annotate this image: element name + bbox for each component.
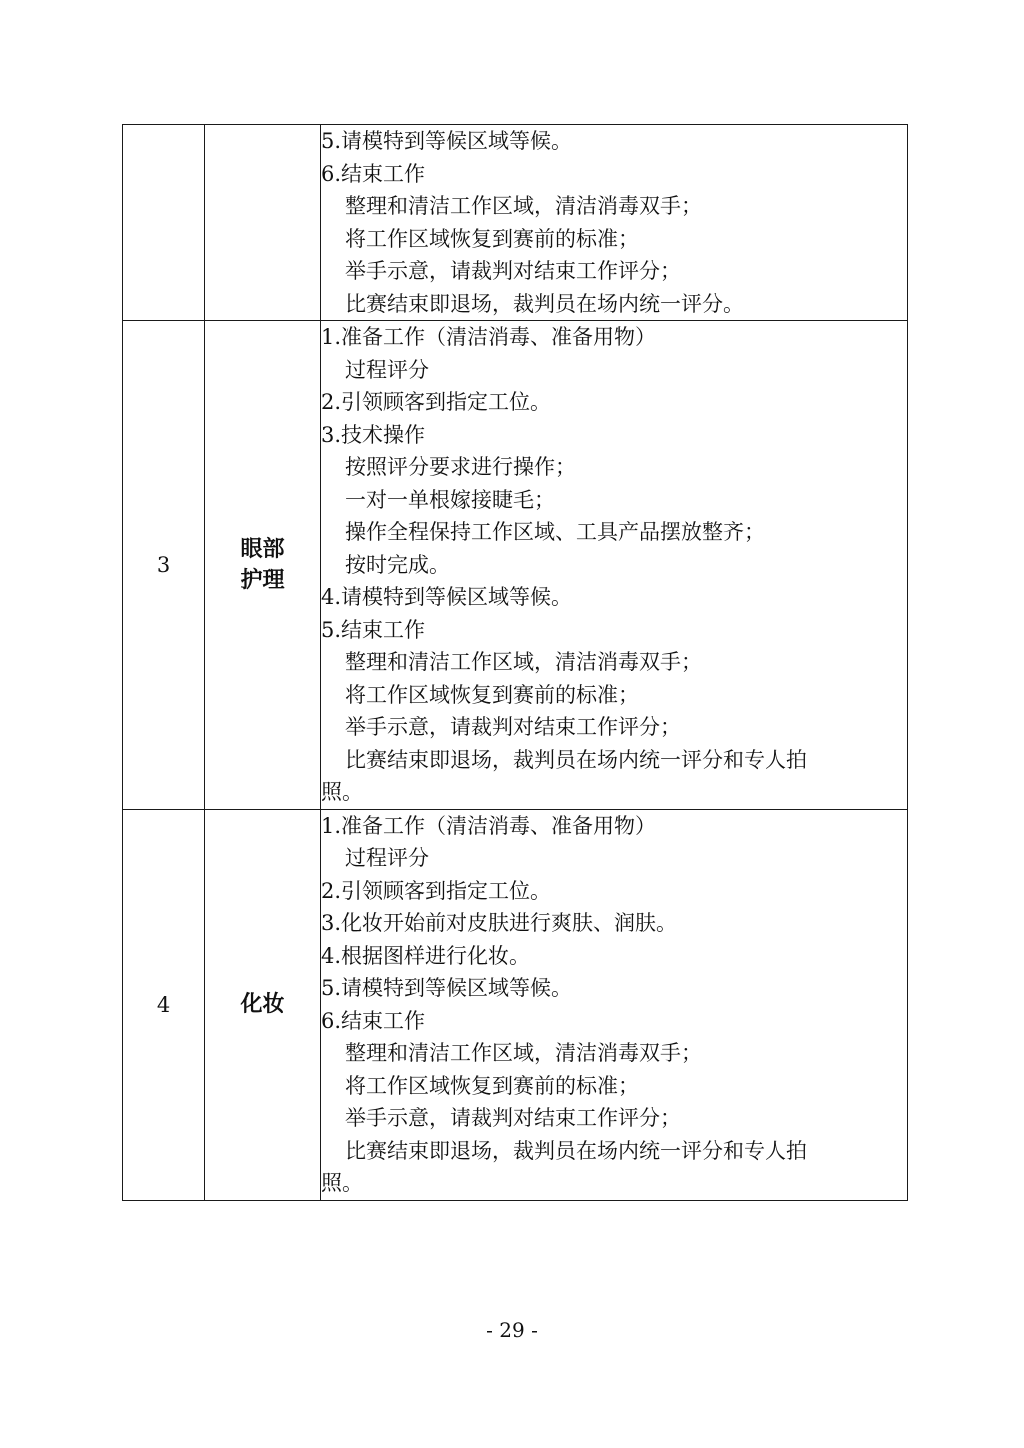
content-line: 举手示意，请裁判对结束工作评分； bbox=[345, 715, 681, 739]
content-line: 操作全程保持工作区域、工具产品摆放整齐； bbox=[345, 520, 765, 544]
content-line: 整理和清洁工作区域，清洁消毒双手； bbox=[345, 1041, 702, 1065]
content-line: 5.请模特到等候区域等候。 bbox=[321, 976, 573, 1000]
content-line: 6.结束工作 bbox=[321, 161, 426, 186]
content-line: 整理和清洁工作区域，清洁消毒双手； bbox=[345, 650, 702, 674]
content-line: 将工作区域恢复到赛前的标准； bbox=[345, 226, 639, 251]
item-number-cell bbox=[123, 125, 205, 321]
content-line: 2.引领顾客到指定工位。 bbox=[321, 390, 552, 414]
content-line: 按照评分要求进行操作； bbox=[345, 455, 576, 479]
item-content-cell bbox=[321, 809, 908, 1200]
content-line: 整理和清洁工作区域，清洁消毒双手； bbox=[345, 194, 702, 218]
table-row bbox=[123, 321, 908, 810]
item-content-cell bbox=[321, 125, 908, 321]
item-content-cell bbox=[321, 321, 908, 810]
content-line: 比赛结束即退场，裁判员在场内统一评分和专人拍 bbox=[345, 1138, 807, 1163]
table-row bbox=[123, 125, 908, 321]
content-line: 5.请模特到等候区域等候。 bbox=[321, 129, 573, 153]
table-body bbox=[123, 125, 908, 1201]
content-line: 2.引领顾客到指定工位。 bbox=[321, 878, 552, 903]
content-line: 将工作区域恢复到赛前的标准； bbox=[345, 1073, 639, 1098]
content-line: 3.化妆开始前对皮肤进行爽肤、润肤。 bbox=[321, 911, 678, 935]
content-line: 1.准备工作（清洁消毒、准备用物） bbox=[321, 813, 657, 838]
content-line: 4.根据图样进行化妆。 bbox=[321, 943, 531, 968]
content-line: 照。 bbox=[321, 780, 363, 804]
content-line: 1.准备工作（清洁消毒、准备用物） bbox=[321, 325, 657, 349]
content-line: 4.请模特到等候区域等候。 bbox=[321, 585, 573, 609]
content-line: 6.结束工作 bbox=[321, 1008, 426, 1033]
item-name-cell: 眼部 护理 bbox=[205, 321, 321, 810]
page-number: - 29 - bbox=[486, 1318, 538, 1342]
content-line: 举手示意，请裁判对结束工作评分； bbox=[345, 259, 681, 283]
content-line: 5.结束工作 bbox=[321, 617, 426, 642]
content-line: 将工作区域恢复到赛前的标准； bbox=[345, 682, 639, 707]
procedure-table bbox=[122, 124, 908, 1201]
content-line: 3.技术操作 bbox=[321, 422, 426, 447]
item-name-cell: 化妆 bbox=[205, 809, 321, 1200]
content-line: 一对一单根嫁接睫毛； bbox=[345, 487, 555, 512]
item-number-cell: 3 bbox=[123, 321, 205, 810]
content-line: 过程评分 bbox=[345, 846, 429, 870]
item-number-cell: 4 bbox=[123, 809, 205, 1200]
content-line: 过程评分 bbox=[345, 357, 429, 382]
content-line: 照。 bbox=[321, 1171, 363, 1195]
item-name-cell bbox=[205, 125, 321, 321]
content-line: 举手示意，请裁判对结束工作评分； bbox=[345, 1106, 681, 1130]
content-line: 按时完成。 bbox=[345, 552, 450, 577]
content-line: 比赛结束即退场，裁判员在场内统一评分和专人拍 bbox=[345, 747, 807, 772]
table-row bbox=[123, 809, 908, 1200]
content-line: 比赛结束即退场，裁判员在场内统一评分。 bbox=[345, 291, 744, 316]
